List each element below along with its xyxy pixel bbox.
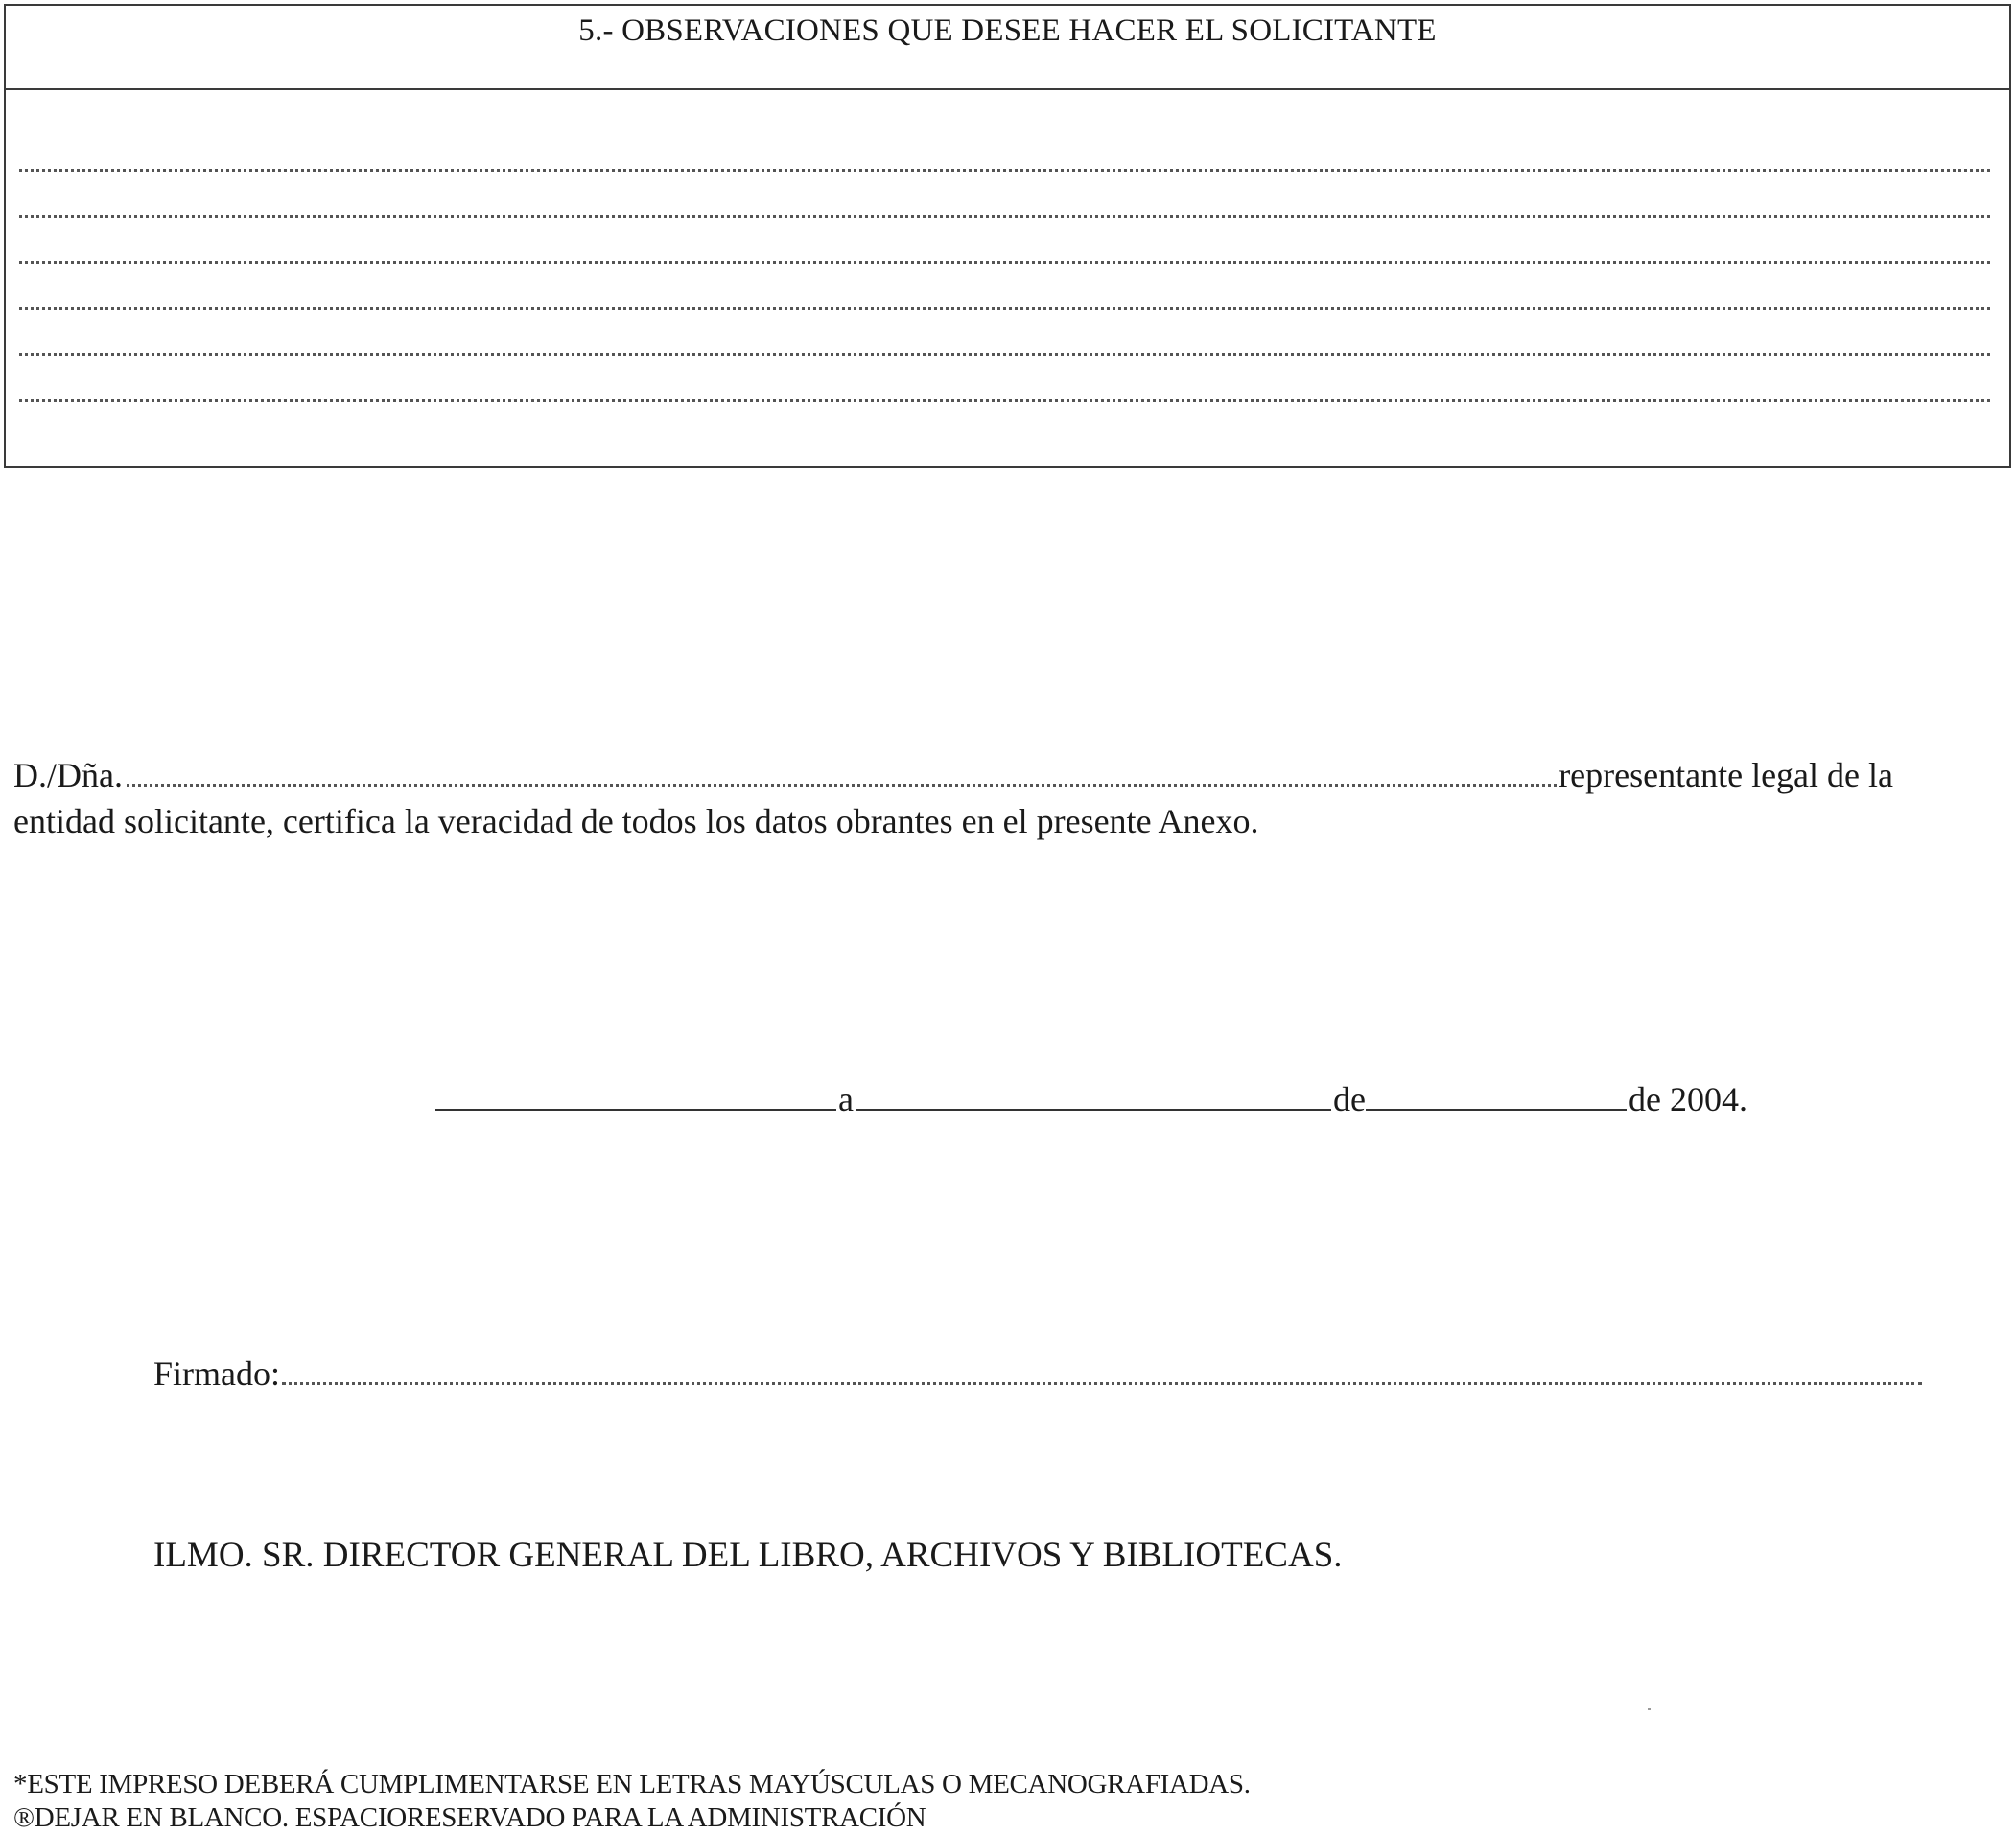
observaciones-line-2[interactable]	[19, 215, 1990, 218]
footnote-mayusculas: *ESTE IMPRESO DEBERÁ CUMPLIMENTARSE EN LETRAS MAYÚSCULAS O MECANOGRAFIADAS.	[13, 1769, 1251, 1800]
firma-row	[153, 1349, 1922, 1399]
certificacion-prefix: D./Dña.	[13, 756, 123, 794]
firma-field[interactable]	[282, 1382, 1922, 1385]
representante-name-field[interactable]	[127, 784, 1557, 787]
destinatario: ILMO. SR. DIRECTOR GENERAL DEL LIBRO, ARCHIVOS Y BIBLIOTECAS.	[153, 1536, 1343, 1575]
observaciones-line-5[interactable]	[19, 353, 1990, 356]
connector-de: de	[1332, 1080, 1366, 1118]
observaciones-section	[4, 4, 2011, 468]
year-text: de 2004.	[1628, 1080, 1747, 1118]
observaciones-line-4[interactable]	[19, 307, 1990, 310]
scan-speck	[1648, 1708, 1651, 1710]
observaciones-line-1[interactable]	[19, 169, 1990, 172]
observaciones-line-6[interactable]	[19, 399, 1990, 402]
section-heading: 5.- OBSERVACIONES QUE DESEE HACER EL SOLICITANTE	[6, 6, 2009, 90]
lugar-field[interactable]	[435, 1070, 836, 1111]
connector-a: a	[838, 1080, 854, 1118]
lugar-fecha-row	[435, 1070, 1747, 1120]
firma-label: Firmado:	[153, 1354, 280, 1393]
observaciones-line-3[interactable]	[19, 261, 1990, 264]
certificacion-line-1	[13, 750, 1893, 800]
certificacion-line-2: entidad solicitante, certifica la veracidad de todos los datos obrantes en el presente Anexo.	[13, 802, 1259, 840]
mes-field[interactable]	[1366, 1070, 1627, 1111]
certificacion-suffix: representante legal de la	[1559, 756, 1893, 794]
dia-field[interactable]	[856, 1070, 1331, 1111]
footnote-reservado: ®DEJAR EN BLANCO. ESPACIORESERVADO PARA LA ADMINISTRACIÓN	[13, 1802, 926, 1833]
